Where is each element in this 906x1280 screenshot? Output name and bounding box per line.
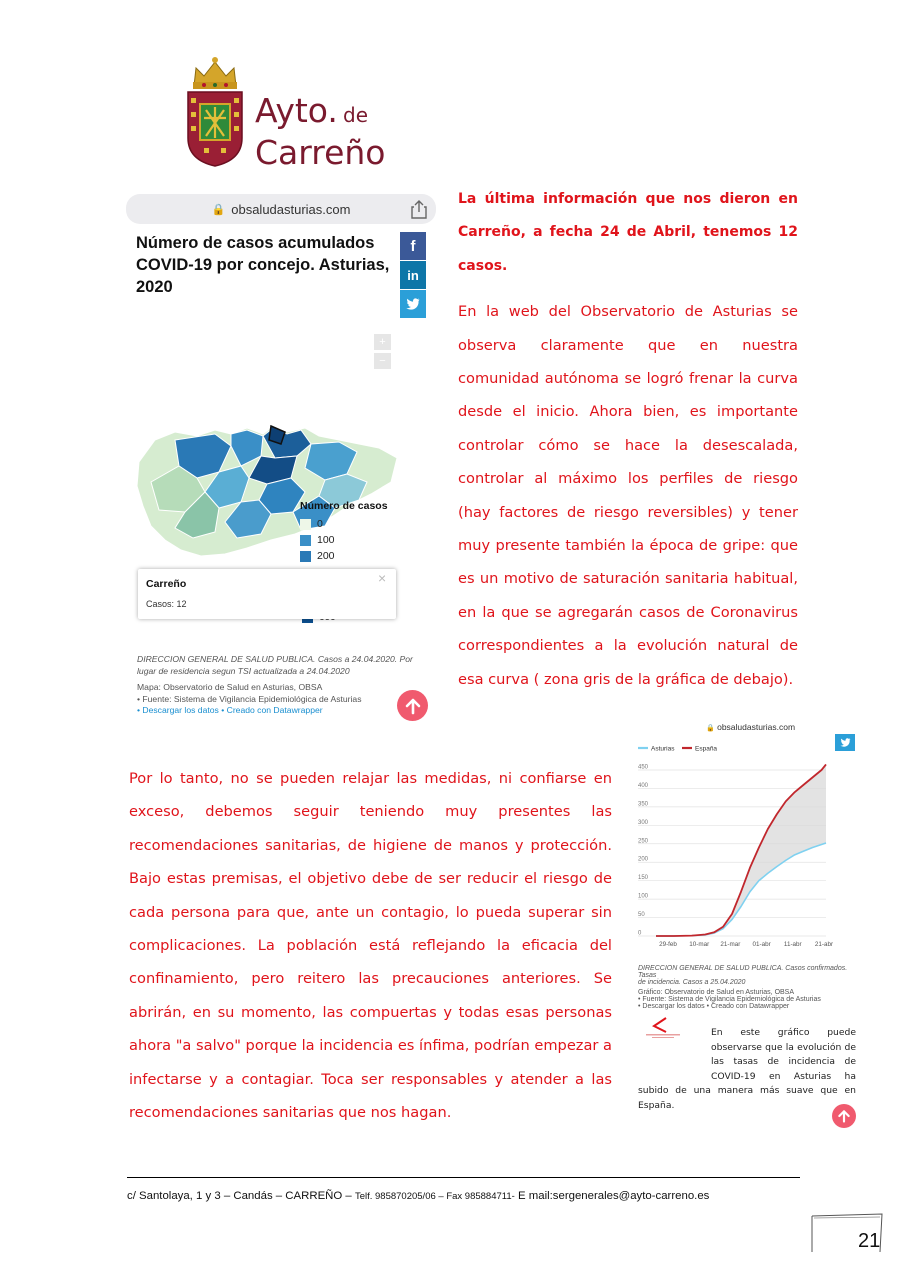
facebook-icon[interactable]: f [400, 232, 426, 260]
tooltip-value: Casos: 12 [146, 599, 187, 609]
y-tick-label: 250 [638, 838, 649, 845]
chart-url-text: obsaludasturias.com [717, 722, 796, 732]
y-tick-label: 150 [638, 875, 649, 882]
footer-email[interactable]: E mail:sergenerales@ayto-carreno.es [514, 1190, 710, 1202]
map-source-line1: DIRECCION GENERAL DE SALUD PUBLICA. Casos a 24.04.2020. Por [137, 654, 413, 664]
incidence-line-chart [630, 738, 860, 958]
x-tick-label: 01-abr [752, 941, 771, 948]
y-tick-label: 400 [638, 782, 649, 789]
logo-text [255, 93, 386, 171]
page-number-box [810, 1212, 888, 1254]
map-title: Número de casos acumulados COVID-19 por concejo. Asturias, 2020 [136, 234, 390, 296]
linkedin-icon[interactable]: in [400, 261, 426, 289]
page-number: 21 [858, 1230, 881, 1252]
legend-label: 200 [317, 550, 335, 562]
map-source-line2: lugar de residencia segun TSI actualizada a 24.04.2020 [137, 665, 350, 676]
url-text: obsaludasturias.com [231, 201, 351, 217]
scroll-top-button-chart[interactable] [832, 1104, 856, 1128]
legend-item [300, 516, 410, 532]
legend-title: Número de casos [300, 500, 388, 512]
paragraph-2: Por lo tanto, no se pueden relajar las medidas, ni confiarse en exceso, debemos seguir teniendo muy presentes las recomendaciones sanitarias, de higiene de manos y protección. Bajo estas premisas, el objetivo debe de ser reducir el riesgo de cada persona para que, ante un contagio, lo pueda superar sin complicaciones. La población está reflejando la eficacia del confinamiento, pero reitero las precauciones anteriores. Se abrirán, en su momento, las compuertas y todas esas personas ahora "a salvo" porque la incidencia es ínfima, podrían empezar a infectarse y a contagiar. Toca ser responsables y atender a las recomendaciones sanitarias que nos hagan. [129, 770, 612, 1122]
tooltip-close-button[interactable]: × [378, 570, 387, 586]
x-tick-label: 21-mar [720, 941, 741, 948]
gap-area [656, 764, 826, 936]
intro-text [458, 183, 798, 696]
chart-source-line3: Gráfico: Observatorio de Salud en Asturias, OBSA [638, 989, 795, 996]
chart-url [706, 722, 795, 732]
share-icon [411, 199, 427, 219]
y-tick-label: 50 [638, 912, 645, 919]
arrow-up-icon [404, 697, 422, 715]
footer [127, 1190, 709, 1202]
map-source [137, 654, 427, 717]
logo-line1-small: de [343, 103, 368, 127]
legend-item [300, 532, 410, 548]
coat-of-arms-icon [182, 52, 248, 168]
arrow-up-icon [837, 1109, 851, 1123]
legend-label: 0 [317, 518, 323, 530]
legend-label: Asturias [651, 745, 675, 753]
legend-swatch [300, 551, 311, 562]
chart-source [638, 965, 860, 1010]
map-legend [300, 500, 410, 564]
y-tick-label: 450 [638, 764, 649, 771]
zoom-in-button[interactable]: + [374, 334, 391, 350]
legend-label: 100 [317, 534, 335, 546]
map-screenshot [123, 190, 441, 730]
lock-icon: 🔒 [706, 725, 715, 732]
chart-caption-text: En este gráfico puede observarse que la evolución de las tasas de incidencia de COVID-19 en Asturias ha subido de una manera más suave que en España. [638, 1027, 856, 1111]
twitter-icon[interactable] [400, 290, 426, 318]
x-tick-label: 29-feb [659, 941, 677, 948]
chart-screenshot [630, 718, 860, 1128]
chart-caption [638, 1026, 856, 1113]
datawrapper-link[interactable]: • Creado con Datawrapper [218, 705, 323, 715]
y-tick-label: 200 [638, 856, 649, 863]
footer-divider [127, 1177, 800, 1178]
x-tick-label: 21-abr [814, 941, 834, 948]
logo-line1: Ayto. [255, 91, 338, 130]
scroll-top-button[interactable] [397, 690, 428, 721]
footer-address: c/ Santolaya, 1 y 3 – Candás – CARREÑO – [127, 1190, 355, 1202]
download-data-link[interactable]: • Descargar los datos [137, 705, 219, 715]
x-tick-label: 10-mar [689, 941, 710, 948]
paragraph-1: En la web del Observatorio de Asturias se observa claramente que en nuestra comunidad autónoma se logró frenar la curva desde el inicio. Ahora bien, es importante controlar cómo se hace la desescalada, controlar al máximo los perfiles de riesgo (hay factores de riesgo reversibles) y tener muy presente también la época de gripe: que es un motivo de saturación sanitaria habitual, en la que se agregarán casos de Coronavirus correspondientes a la evolución natural de esa curva ( zona gris de la gráfica de debajo). [458, 303, 798, 688]
tooltip-title: Carreño [146, 578, 187, 590]
map-tooltip [138, 569, 396, 619]
legend-swatch [300, 519, 311, 530]
y-tick-label: 300 [638, 819, 649, 826]
coat-of-arms [182, 52, 248, 168]
chart-source-line4: • Fuente: Sistema de Vigilancia Epidemiológica de Asturias [638, 996, 821, 1003]
x-tick-label: 11-abr [783, 941, 802, 948]
lock-icon: 🔒 [211, 203, 226, 216]
chart-source-line1: DIRECCION GENERAL DE SALUD PUBLICA. Casos confirmados. Tasas [638, 965, 848, 979]
url-bar [126, 194, 436, 224]
map-source-line3: Mapa: Observatorio de Salud en Asturias, OBSA [137, 682, 323, 692]
chart-source-line2: de incidencia. Casos a 25.04.2020 [638, 979, 746, 986]
intro-bold: La última información que nos dieron en Carreño, a fecha 24 de Abril, tenemos 12 casos. [458, 191, 798, 274]
zoom-out-button[interactable]: − [374, 353, 391, 369]
legend-label: España [695, 745, 718, 753]
y-tick-label: 100 [638, 893, 649, 900]
y-tick-label: 0 [638, 930, 642, 937]
logo-line2: Carreño [255, 133, 386, 172]
legend-item [300, 548, 410, 564]
chart-source-line5[interactable]: • Descargar los datos • Creado con Datawrapper [638, 1003, 790, 1010]
legend-swatch [300, 535, 311, 546]
footer-phone: Telf. 985870205/06 – Fax 985884711- [354, 1191, 515, 1202]
y-tick-label: 350 [638, 801, 649, 808]
map-source-line4: • Fuente: Sistema de Vigilancia Epidemiológica de Asturias [137, 693, 362, 704]
